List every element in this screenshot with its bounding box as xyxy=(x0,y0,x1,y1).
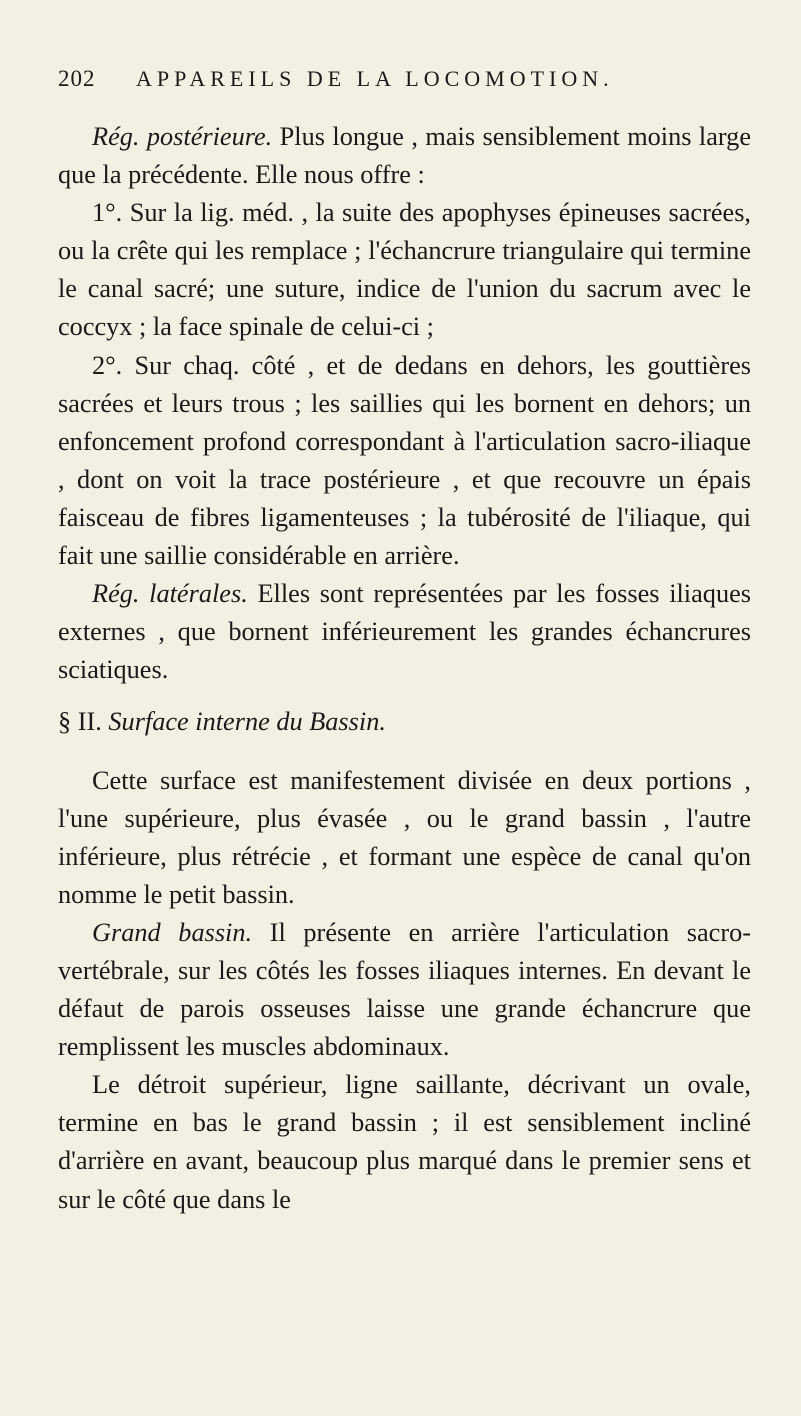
paragraph-item-2: 2°. Sur chaq. côté , et de dedans en dehors, les gouttières sacrées et leurs trous ; les saillies qui les bornent en dehors; un enfoncement profond correspondant à l'articulation sacro-iliaque , dont on voit la trace postérieure , et que recouvre un épais faisceau de fibres ligamenteuses ; la tubérosité de l'iliaque, qui fait une saillie considérable en arrière. xyxy=(58,350,751,571)
paragraph-text: Il présente en arrière l'articulation sacro-vertébrale, sur les côtés les fosses iliaques internes. En devant le défaut de parois osseuses laisse une grande échancrure que remplissent les muscles abdominaux. xyxy=(58,917,751,1062)
paragraph-regions-laterales xyxy=(58,575,751,689)
paragraph-lead: Rég. postérieure. xyxy=(92,122,273,151)
paragraph-text: Plus longue , mais sensiblement moins large que la précédente. Elle nous offre : xyxy=(58,122,751,190)
paragraph-lead: Rég. latérales. xyxy=(92,579,248,609)
paragraph-surface-interne: Cette surface est manifestement divisée en deux portions , l'une supérieure, plus évasée , ou le grand bassin , l'autre inférieure, plus rétrécie , et formant une espèce de canal qu'on nomme le petit bassin. xyxy=(58,765,751,909)
body-text xyxy=(58,118,751,1219)
paragraph-lead: Grand bassin. xyxy=(92,917,253,947)
section-number: § II. xyxy=(58,707,109,737)
running-title: APPAREILS DE LA LOCOMOTION. xyxy=(136,66,614,91)
paragraph-region-posterieure xyxy=(58,118,751,194)
paragraph-grand-bassin xyxy=(58,914,751,1066)
paragraph-text: Elles sont représentées par les fosses iliaques externes , que bornent inférieurement les grandes échancrures sciatiques. xyxy=(58,579,751,685)
page-number: 202 xyxy=(58,66,96,91)
section-title: Surface interne du Bassin. xyxy=(108,707,386,737)
running-header xyxy=(58,66,751,106)
section-heading xyxy=(58,703,751,741)
paragraph-detroit-superieur: Le détroit supérieur, ligne saillante, décrivant un ovale, termine en bas le grand bassin ; il est sensiblement incliné d'arrière en avant, beaucoup plus marqué dans le premier sens et sur le côté que dans le xyxy=(58,1070,751,1214)
paragraph-item-1: 1°. Sur la lig. méd. , la suite des apophyses épineuses sacrées, ou la crête qui les remplace ; l'échancrure triangulaire qui termine le canal sacré; une suture, indice de l'union du sacrum avec le coccyx ; la face spinale de celui-ci ; xyxy=(58,198,751,342)
